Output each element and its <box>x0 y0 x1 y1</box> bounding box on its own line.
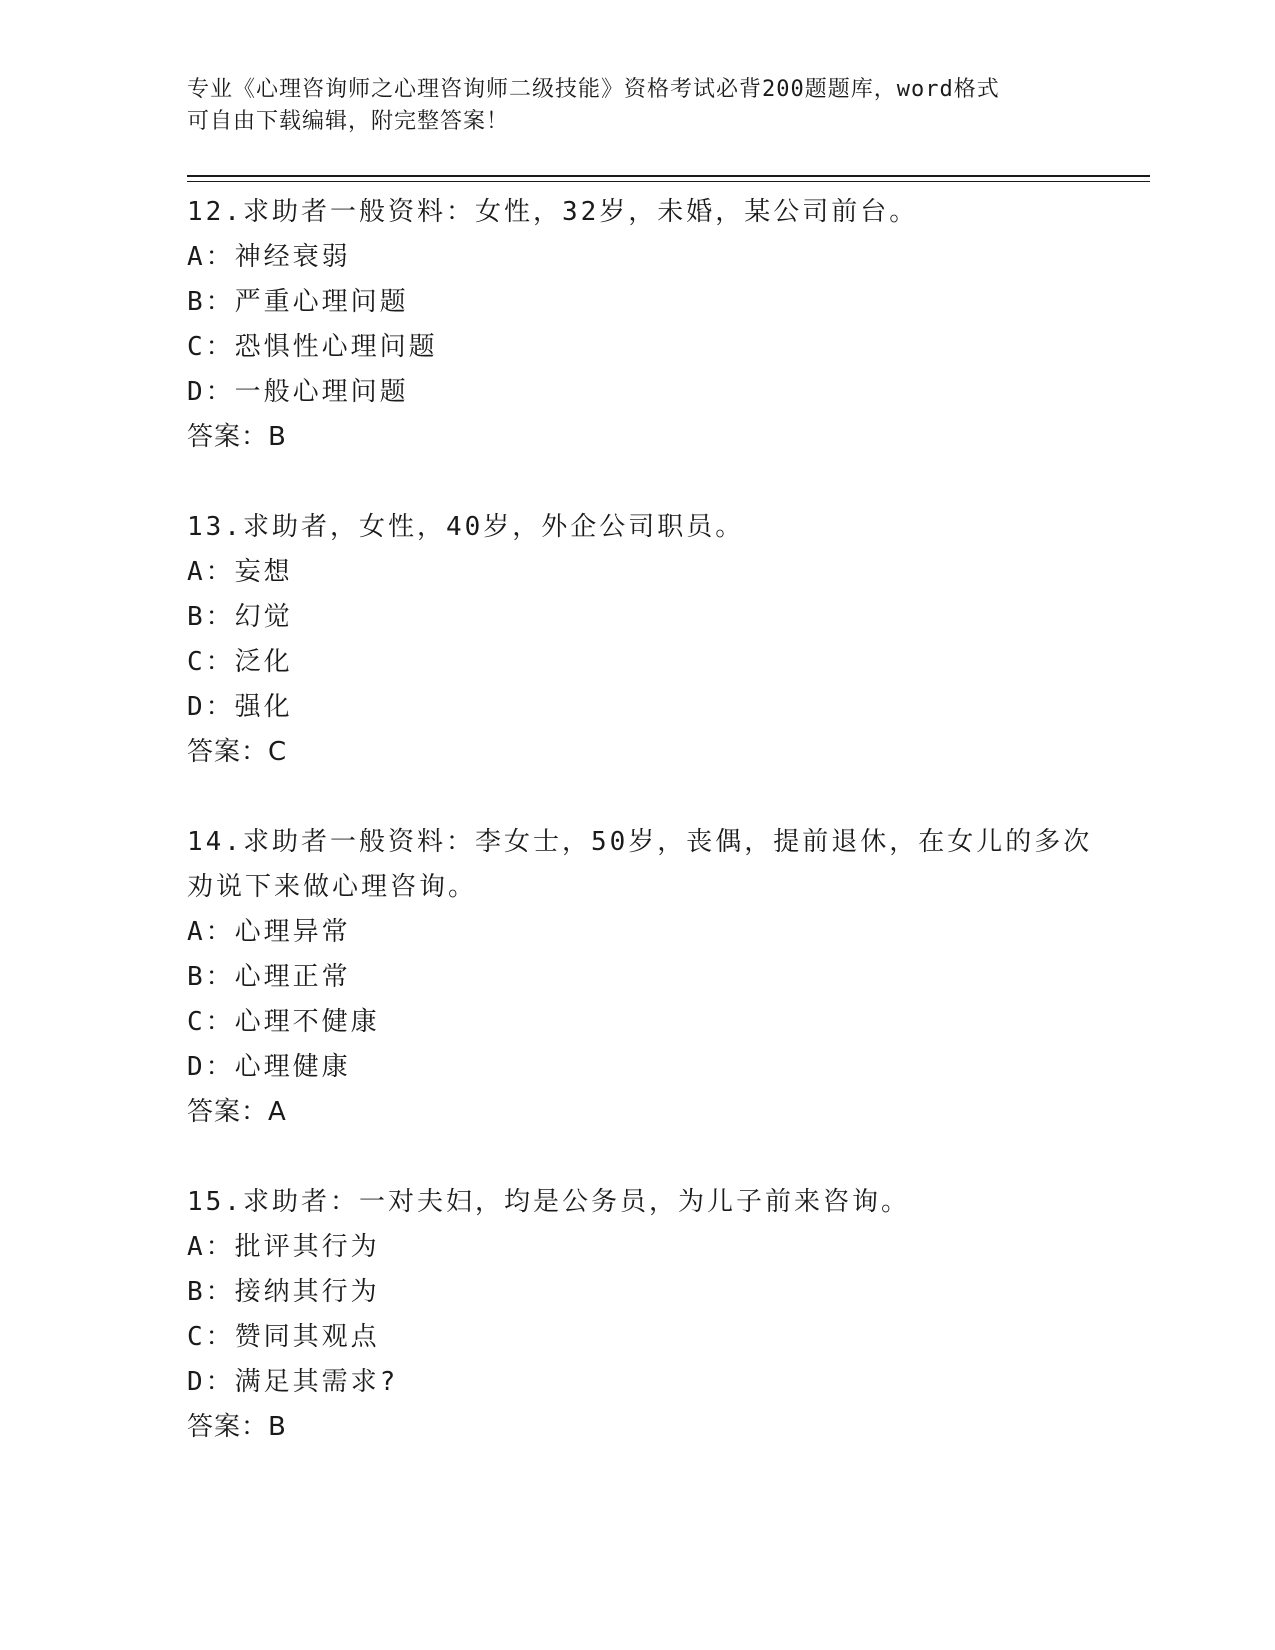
option-a: A：妄想 <box>187 557 293 587</box>
question-stem: 15.求助者：一对夫妇，均是公务员，为儿子前来咨询。 <box>187 1187 910 1217</box>
question-13 <box>187 505 1087 775</box>
question-stem-continued: 劝说下来做心理咨询。 <box>187 872 478 902</box>
option-d: D：一般心理问题 <box>187 377 409 407</box>
option-d: D：满足其需求? <box>187 1367 399 1397</box>
option-a: A：神经衰弱 <box>187 242 351 272</box>
option-a: A：心理异常 <box>187 917 351 947</box>
answer: 答案：B <box>187 1412 287 1442</box>
header-rule-thick <box>187 175 1150 177</box>
option-d: D：心理健康 <box>187 1052 351 1082</box>
option-a: A：批评其行为 <box>187 1232 380 1262</box>
question-stem: 14.求助者一般资料：李女士，50岁，丧偶，提前退休，在女儿的多次 <box>187 827 1093 857</box>
option-c: C：泛化 <box>187 647 293 677</box>
header-line-2: 可自由下载编辑，附完整答案！ <box>187 109 510 134</box>
question-list <box>187 190 1093 1495</box>
option-c: C：心理不健康 <box>187 1007 380 1037</box>
document-header <box>187 74 1067 138</box>
header-rule-thin <box>187 181 1150 182</box>
question-14 <box>187 820 1093 1135</box>
question-stem: 12.求助者一般资料：女性，32岁，未婚，某公司前台。 <box>187 197 919 227</box>
answer: 答案：C <box>187 737 288 767</box>
answer: 答案：B <box>187 422 287 452</box>
option-d: D：强化 <box>187 692 293 722</box>
option-b: B：幻觉 <box>187 602 293 632</box>
option-c: C：恐惧性心理问题 <box>187 332 438 362</box>
question-stem: 13.求助者，女性，40岁，外企公司职员。 <box>187 512 745 542</box>
option-b: B：接纳其行为 <box>187 1277 380 1307</box>
question-12 <box>187 190 1087 460</box>
question-15 <box>187 1180 1087 1450</box>
option-c: C：赞同其观点 <box>187 1322 380 1352</box>
option-b: B：心理正常 <box>187 962 351 992</box>
option-b: B：严重心理问题 <box>187 287 409 317</box>
answer: 答案：A <box>187 1097 287 1127</box>
header-line-1: 专业《心理咨询师之心理咨询师二级技能》资格考试必背200题题库，word格式 <box>187 77 1000 102</box>
